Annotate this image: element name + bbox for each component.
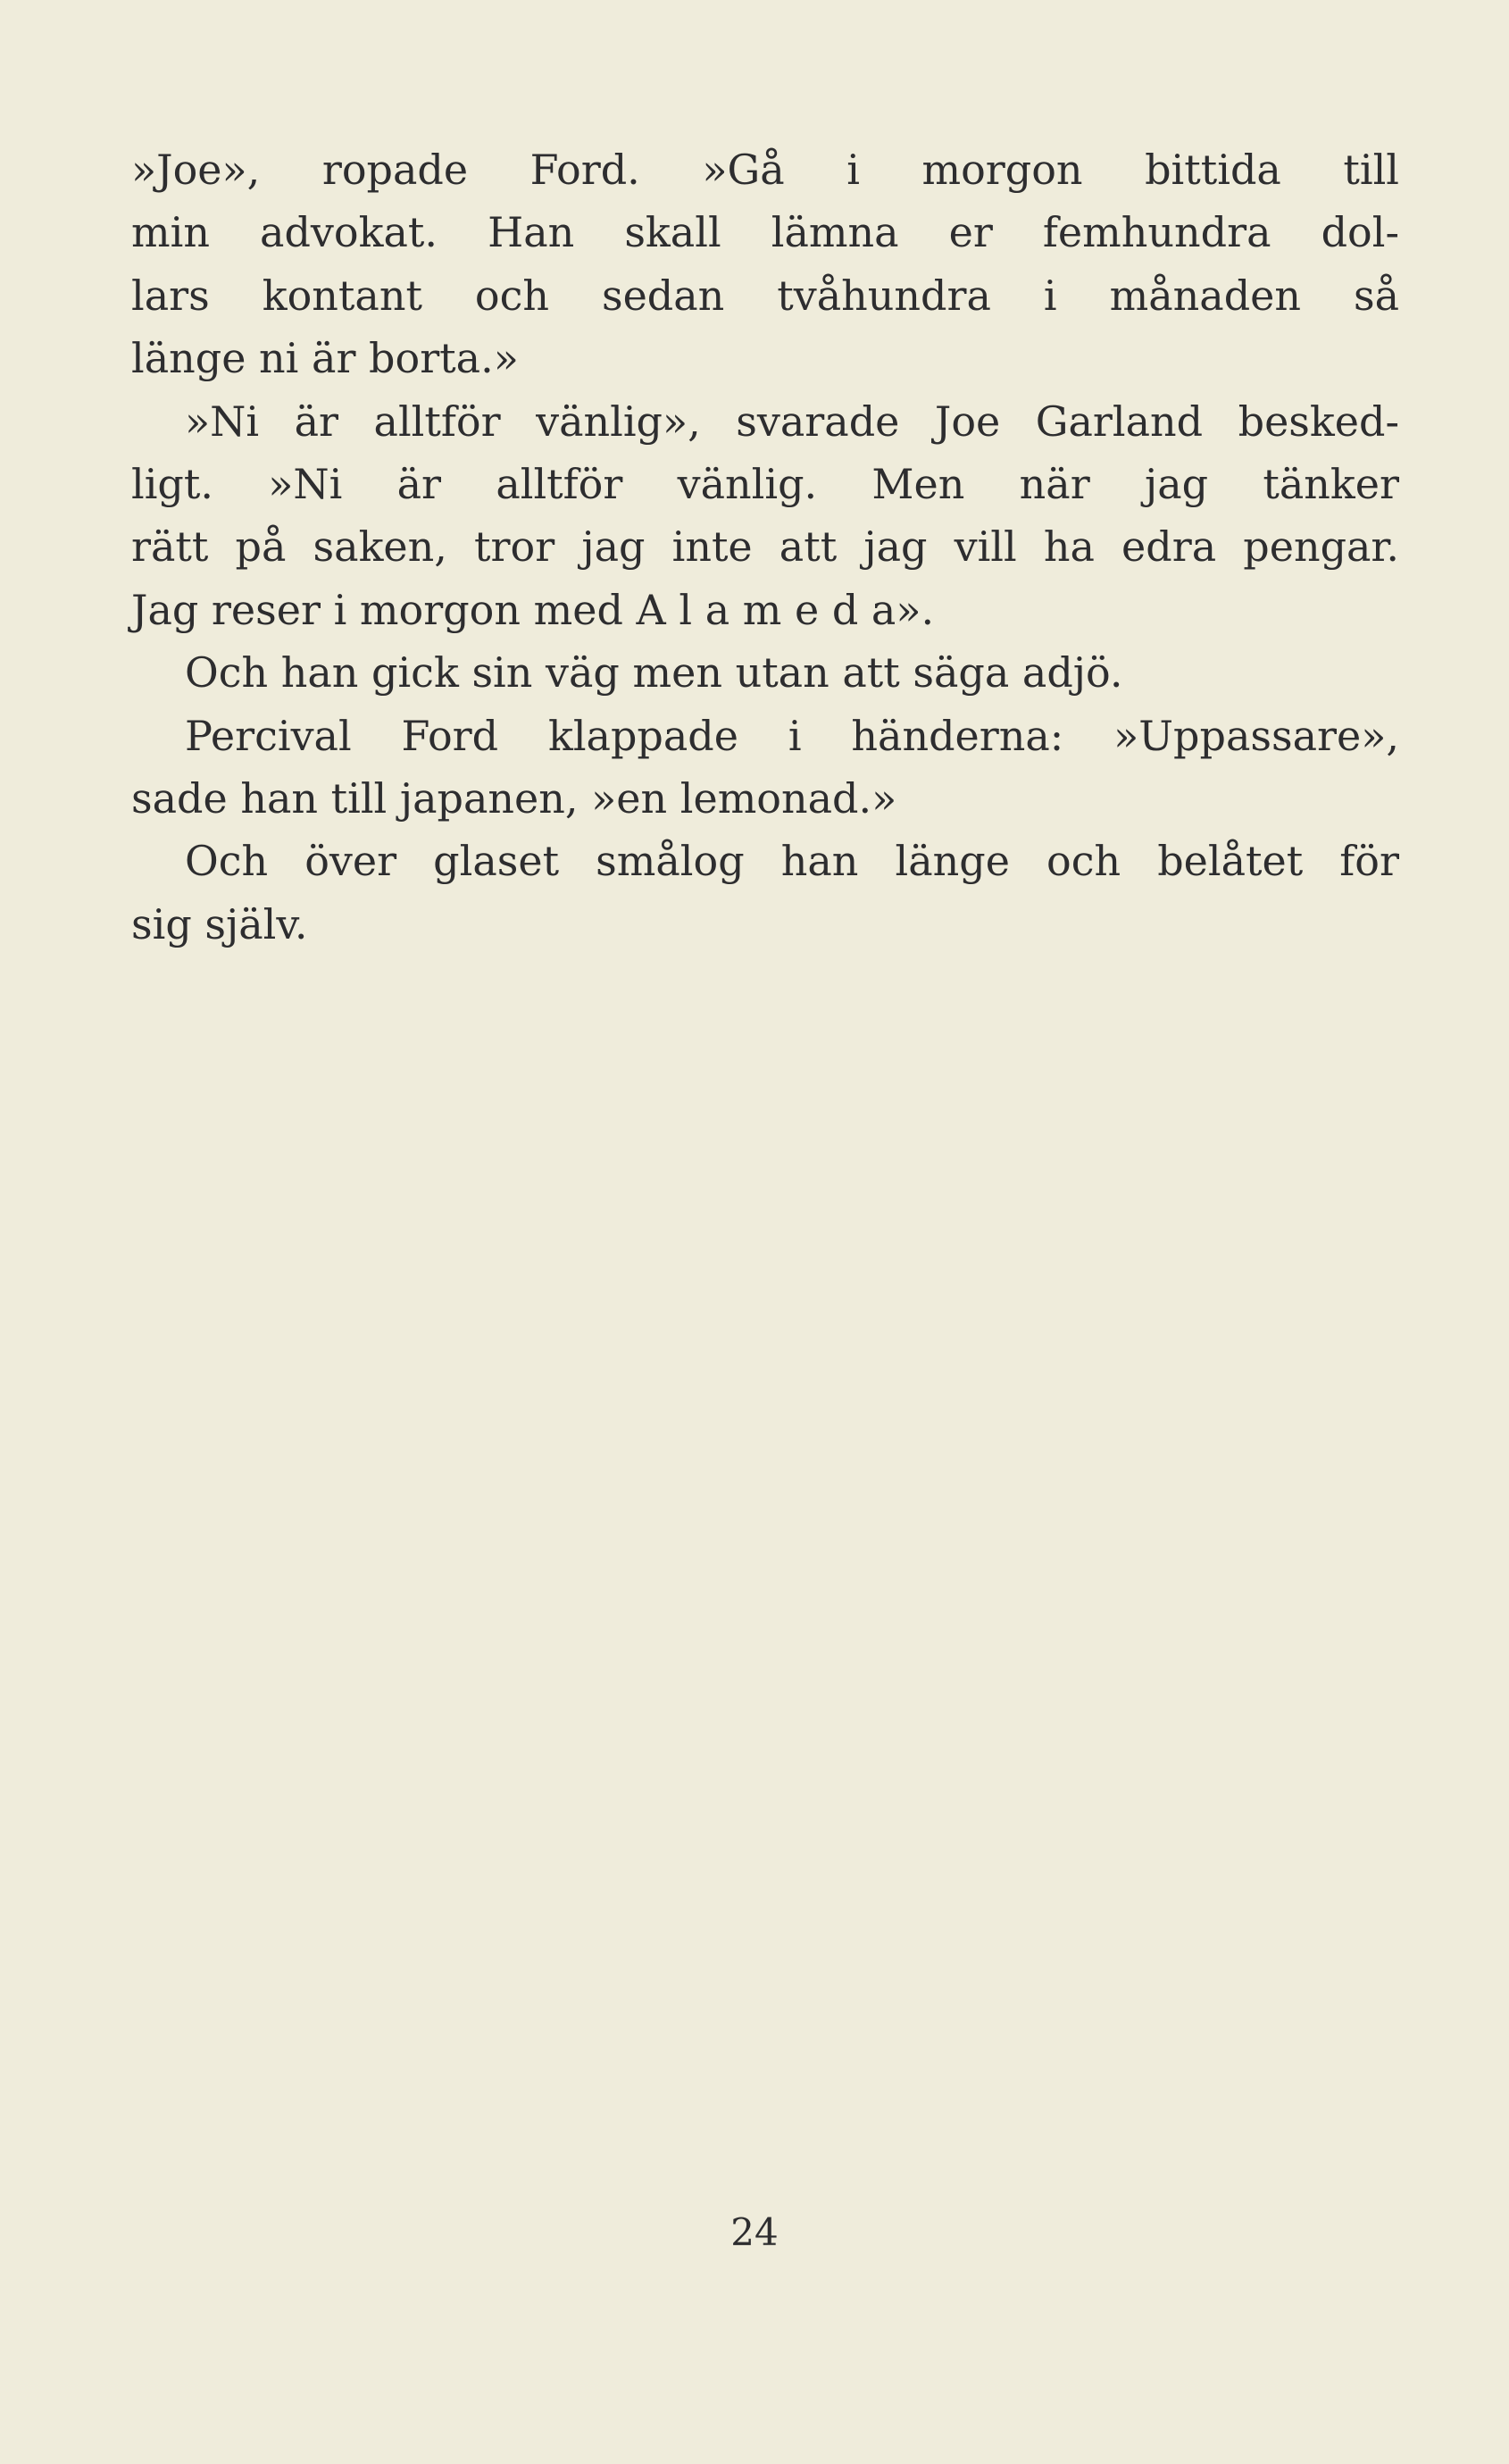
- text-line: ligt. »Ni är alltför vänlig. Men när jag tänker: [131, 459, 1399, 508]
- text-line: sig själv.: [131, 899, 308, 948]
- text-line: Och han gick sin väg men utan att säga adjö.: [185, 648, 1123, 697]
- text-line: Percival Ford klappade i händerna: »Uppassare»,: [185, 711, 1399, 760]
- text-line: sade han till japanen, »en lemonad.»: [131, 773, 897, 823]
- text-line: min advokat. Han skall lämna er femhundra dol-: [131, 208, 1399, 257]
- text-line: »Joe», ropade Ford. »Gå i morgon bittida till: [131, 146, 1399, 194]
- text-line: länge ni är borta.»: [131, 334, 519, 383]
- body-text: [131, 138, 1399, 956]
- text-line: »Ni är alltför vänlig», svarade Joe Garland besked-: [185, 397, 1399, 446]
- page-number: 24: [730, 2210, 779, 2254]
- text-line: Och över glaset smålog han länge och belåtet för: [185, 837, 1399, 886]
- text-line: Jag reser i morgon med A l a m e d a».: [131, 585, 935, 634]
- text-line: rätt på saken, tror jag inte att jag vill ha edra pengar.: [131, 522, 1399, 572]
- text-line: lars kontant och sedan tvåhundra i månaden så: [131, 271, 1399, 320]
